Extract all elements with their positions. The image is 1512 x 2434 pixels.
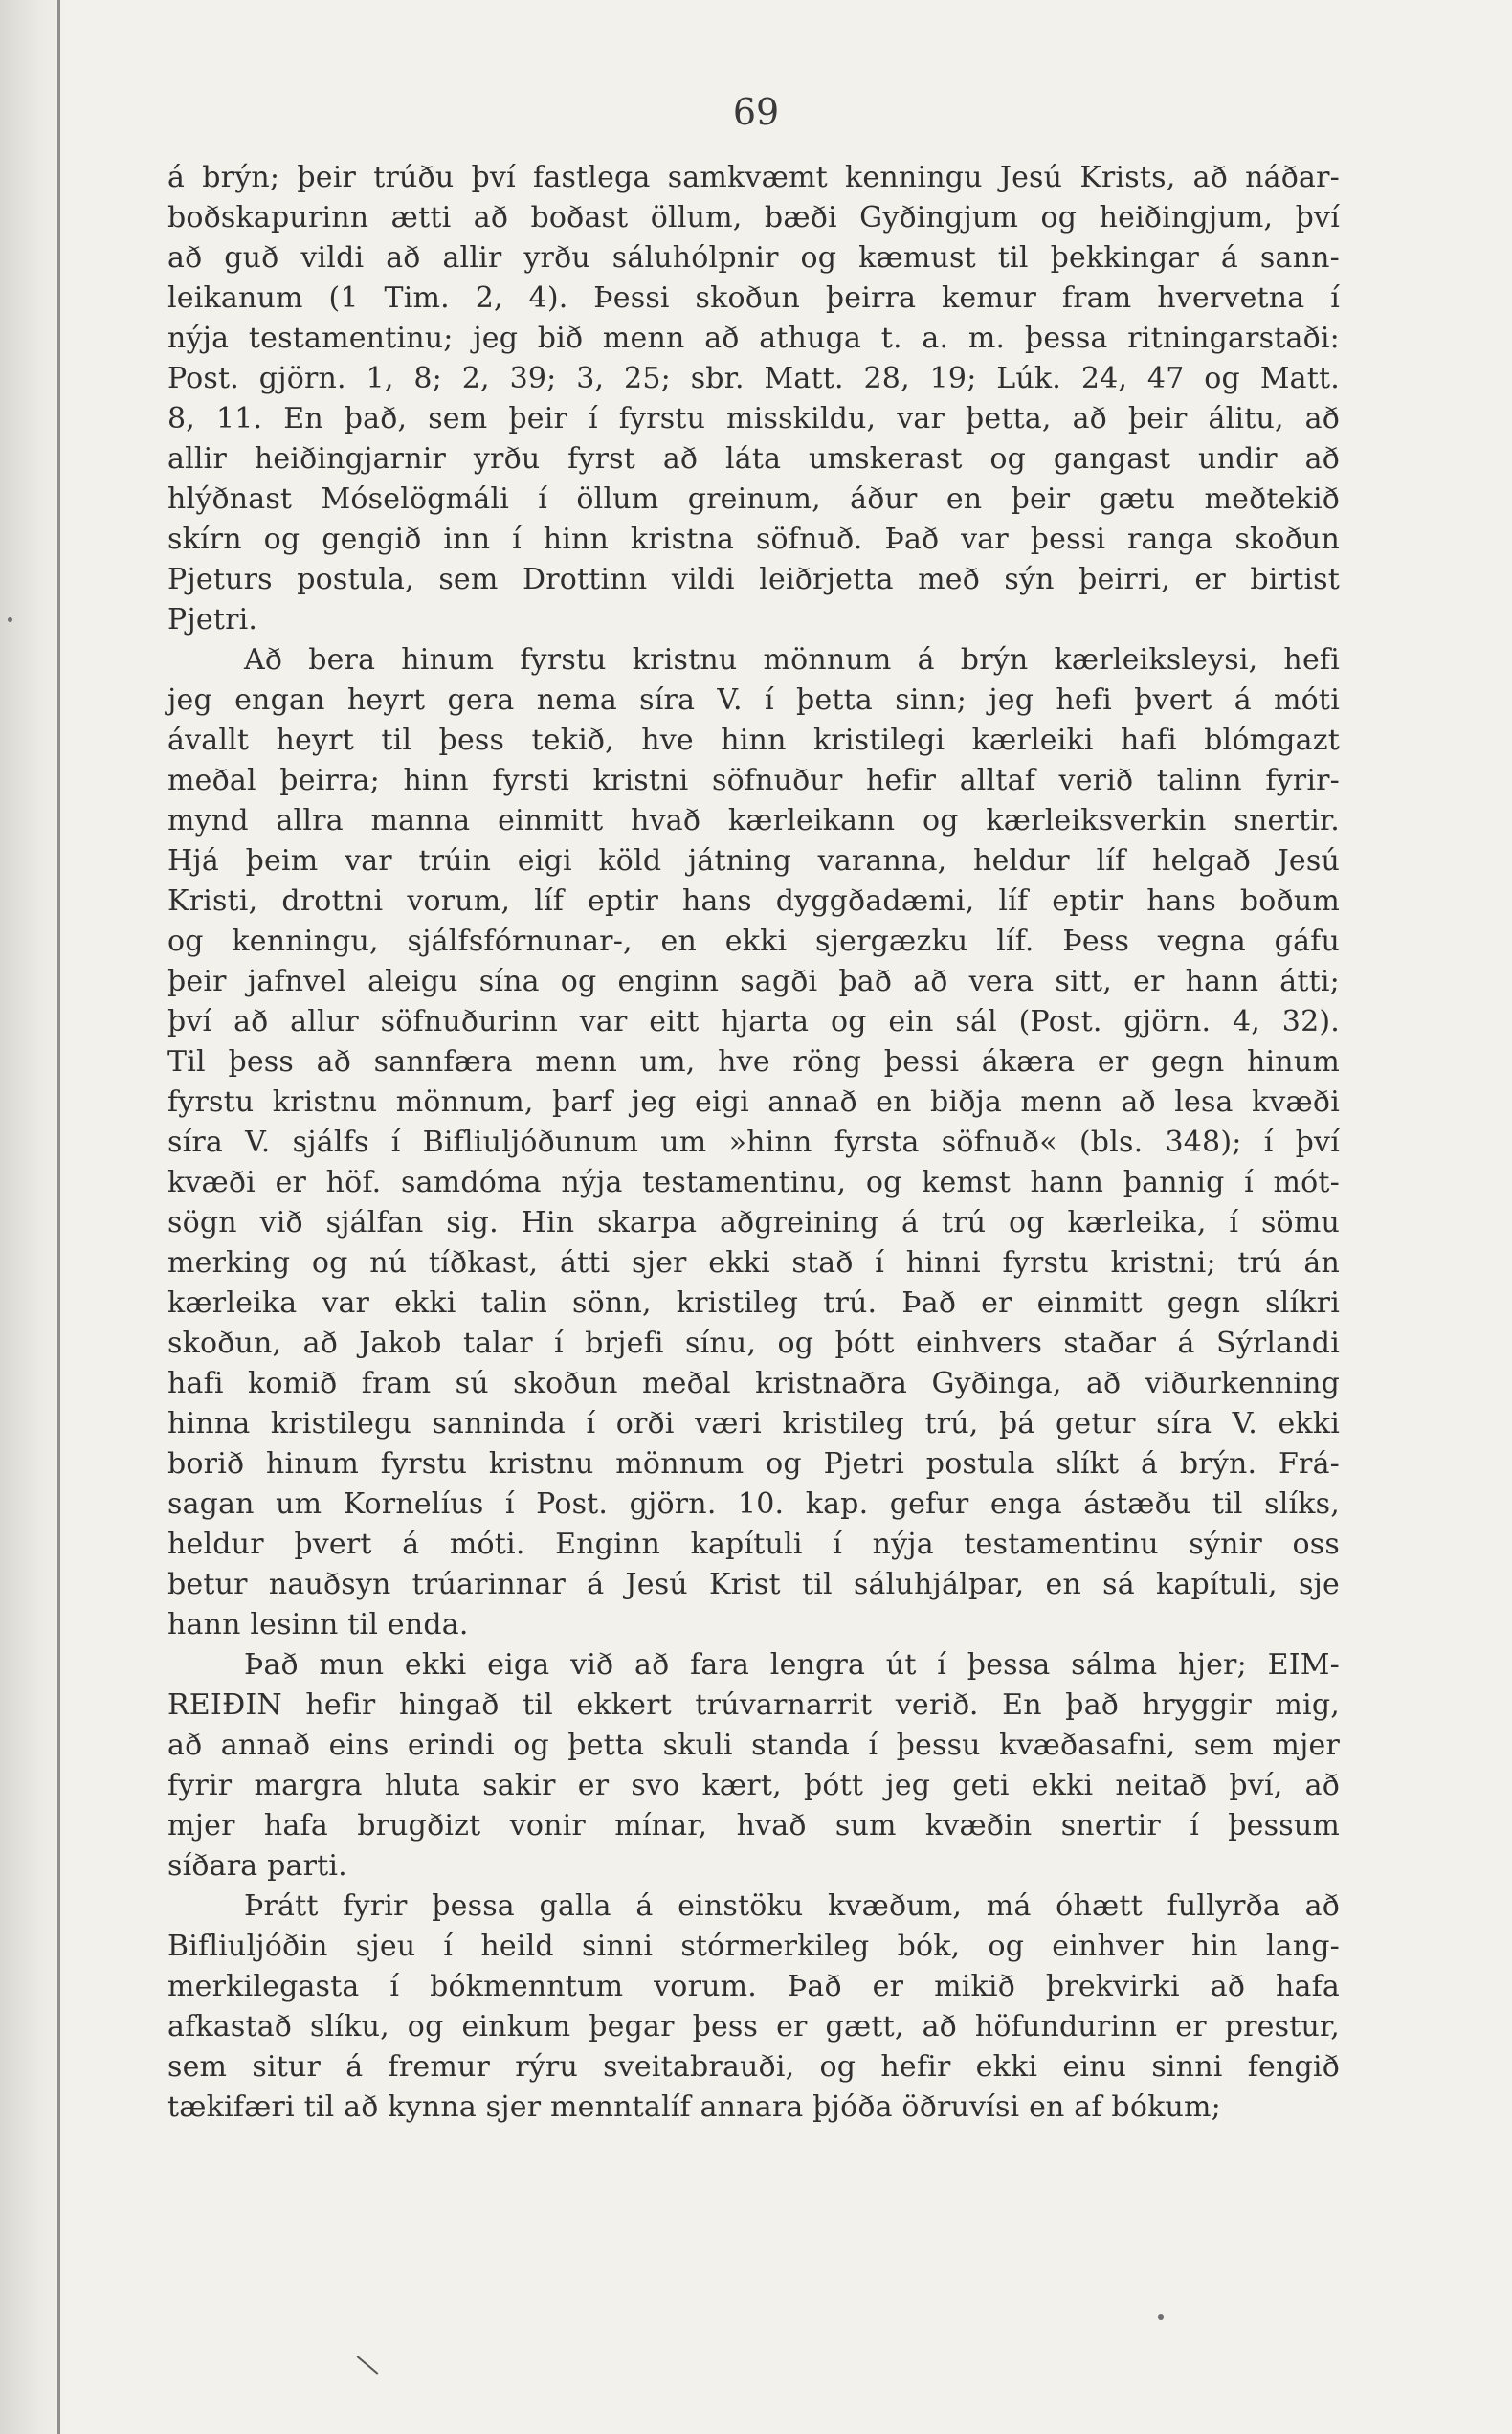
text-line: borið hinum fyrstu kristnu mönnum og Pjetri postula slíkt á brýn. Frá- [167, 1447, 1340, 1481]
text-line: ávallt heyrt til þess tekið, hve hinn kristilegi kærleiki hafi blómgazt [167, 724, 1340, 757]
text-line: Til þess að sannfæra menn um, hve röng þessi ákæra er gegn hinum [167, 1045, 1340, 1079]
text-line: sagan um Kornelíus í Post. gjörn. 10. kap. gefur enga ástæðu til slíks, [167, 1487, 1340, 1521]
text-line: Það mun ekki eiga við að fara lengra út í þessa sálma hjer; EIM- [244, 1648, 1340, 1682]
text-line: sem situr á fremur rýru sveitabrauði, og hefir ekki einu sinni fengið [167, 2050, 1340, 2084]
text-line: betur nauðsyn trúarinnar á Jesú Krist til sáluhjálpar, en sá kapítuli, sje [167, 1568, 1340, 1601]
paper-speck [1158, 2314, 1164, 2320]
text-line: afkastað slíku, og einkum þegar þess er gætt, að höfundurinn er prestur, [167, 2010, 1340, 2043]
text-line: hann lesinn til enda. [167, 1608, 469, 1641]
text-line: Pjetri. [167, 603, 258, 636]
page-number: 69 [732, 91, 780, 133]
text-line: og kenningu, sjálfsfórnunar-, en ekki sjergæzku líf. Þess vegna gáfu [167, 925, 1340, 958]
text-line: Hjá þeim var trúin eigi köld játning varanna, heldur líf helgað Jesú [167, 844, 1340, 878]
text-line: REIÐIN hefir hingað til ekkert trúvarnarrit verið. En það hryggir mig, [167, 1688, 1340, 1722]
text-line: síra V. sjálfs í Bifliuljóðunum um »hinn fyrsta söfnuð« (bls. 348); í því [167, 1126, 1340, 1159]
text-line: þeir jafnvel aleigu sína og enginn sagði það að vera sitt, er hann átti; [167, 965, 1340, 998]
text-line: skírn og gengið inn í hinn kristna söfnuð. Það var þessi ranga skoðun [167, 523, 1340, 556]
text-line: mynd allra manna einmitt hvað kærleikann og kærleiksverkin snertir. [167, 804, 1340, 837]
paper-speck [8, 617, 12, 622]
page-binding-line [57, 0, 60, 2434]
text-line: skoðun, að Jakob talar í brjefi sínu, og þótt einhvers staðar á Sýrlandi [167, 1327, 1340, 1360]
text-line: á brýn; þeir trúðu því fastlega samkvæmt kenningu Jesú Krists, að náðar- [167, 161, 1340, 194]
text-line: meðal þeirra; hinn fyrsti kristni söfnuður hefir alltaf verið talinn fyrir- [167, 764, 1340, 797]
text-line: boðskapurinn ætti að boðast öllum, bæði Gyðingjum og heiðingjum, því [167, 201, 1340, 234]
text-line: leikanum (1 Tim. 2, 4). Þessi skoðun þeirra kemur fram hvervetna í [167, 281, 1340, 315]
text-line: fyrir margra hluta sakir er svo kært, þótt jeg geti ekki neitað því, að [167, 1769, 1340, 1802]
text-line: kærleika var ekki talin sönn, kristileg trú. Það er einmitt gegn slíkri [167, 1286, 1340, 1320]
text-line: Pjeturs postula, sem Drottinn vildi leiðrjetta með sýn þeirri, er birtist [167, 563, 1340, 596]
text-line: því að allur söfnuðurinn var eitt hjarta og ein sál (Post. gjörn. 4, 32). [167, 1005, 1340, 1038]
text-line: hinna kristilegu sanninda í orði væri kristileg trú, þá getur síra V. ekki [167, 1407, 1340, 1440]
paper-mark [357, 2356, 379, 2375]
text-line: hafi komið fram sú skoðun meðal kristnaðra Gyðinga, að viðurkenning [167, 1367, 1340, 1400]
text-line: jeg engan heyrt gera nema síra V. í þetta sinn; jeg hefi þvert á móti [167, 683, 1340, 717]
text-line: síðara parti. [167, 1849, 347, 1883]
text-line: Kristi, drottni vorum, líf eptir hans dyggðadæmi, líf eptir hans boðum [167, 884, 1340, 918]
text-line: 8, 11. En það, sem þeir í fyrstu misskildu, var þetta, að þeir álitu, að [167, 402, 1340, 435]
text-line: mjer hafa brugðizt vonir mínar, hvað sum kvæðin snertir í þessum [167, 1809, 1340, 1842]
text-line: að guð vildi að allir yrðu sáluhólpnir og kæmust til þekkingar á sann- [167, 241, 1340, 275]
text-line: allir heiðingjarnir yrðu fyrst að láta umskerast og gangast undir að [167, 442, 1340, 476]
text-line: Að bera hinum fyrstu kristnu mönnum á brýn kærleiksleysi, hefi [244, 643, 1340, 677]
text-line: sögn við sjálfan sig. Hin skarpa aðgreining á trú og kærleika, í sömu [167, 1206, 1340, 1239]
text-line: heldur þvert á móti. Enginn kapítuli í nýja testamentinu sýnir oss [167, 1528, 1340, 1561]
text-line: merkilegasta í bókmenntum vorum. Það er mikið þrekvirki að hafa [167, 1970, 1340, 2003]
text-line: að annað eins erindi og þetta skuli standa í þessu kvæðasafni, sem mjer [167, 1729, 1340, 1762]
text-line: Þrátt fyrir þessa galla á einstöku kvæðum, má óhætt fullyrða að [244, 1889, 1340, 1923]
text-line: fyrstu kristnu mönnum, þarf jeg eigi annað en biðja menn að lesa kvæði [167, 1085, 1340, 1119]
body-text [167, 158, 1340, 2128]
text-line: hlýðnast Móselögmáli í öllum greinum, áður en þeir gætu meðtekið [167, 482, 1340, 516]
text-line: kvæði er höf. samdóma nýja testamentinu, og kemst hann þannig í mót- [167, 1166, 1340, 1199]
text-line: merking og nú tíðkast, átti sjer ekki stað í hinni fyrstu kristni; trú án [167, 1246, 1340, 1280]
text-line: Bifliuljóðin sjeu í heild sinni stórmerkileg bók, og einhver hin lang- [167, 1930, 1340, 1963]
text-line: tækifæri til að kynna sjer menntalíf annara þjóða öðruvísi en af bókum; [167, 2090, 1221, 2124]
text-line: Post. gjörn. 1, 8; 2, 39; 3, 25; sbr. Matt. 28, 19; Lúk. 24, 47 og Matt. [167, 362, 1340, 395]
text-line: nýja testamentinu; jeg bið menn að athuga t. a. m. þessa ritningarstaði: [167, 322, 1340, 355]
